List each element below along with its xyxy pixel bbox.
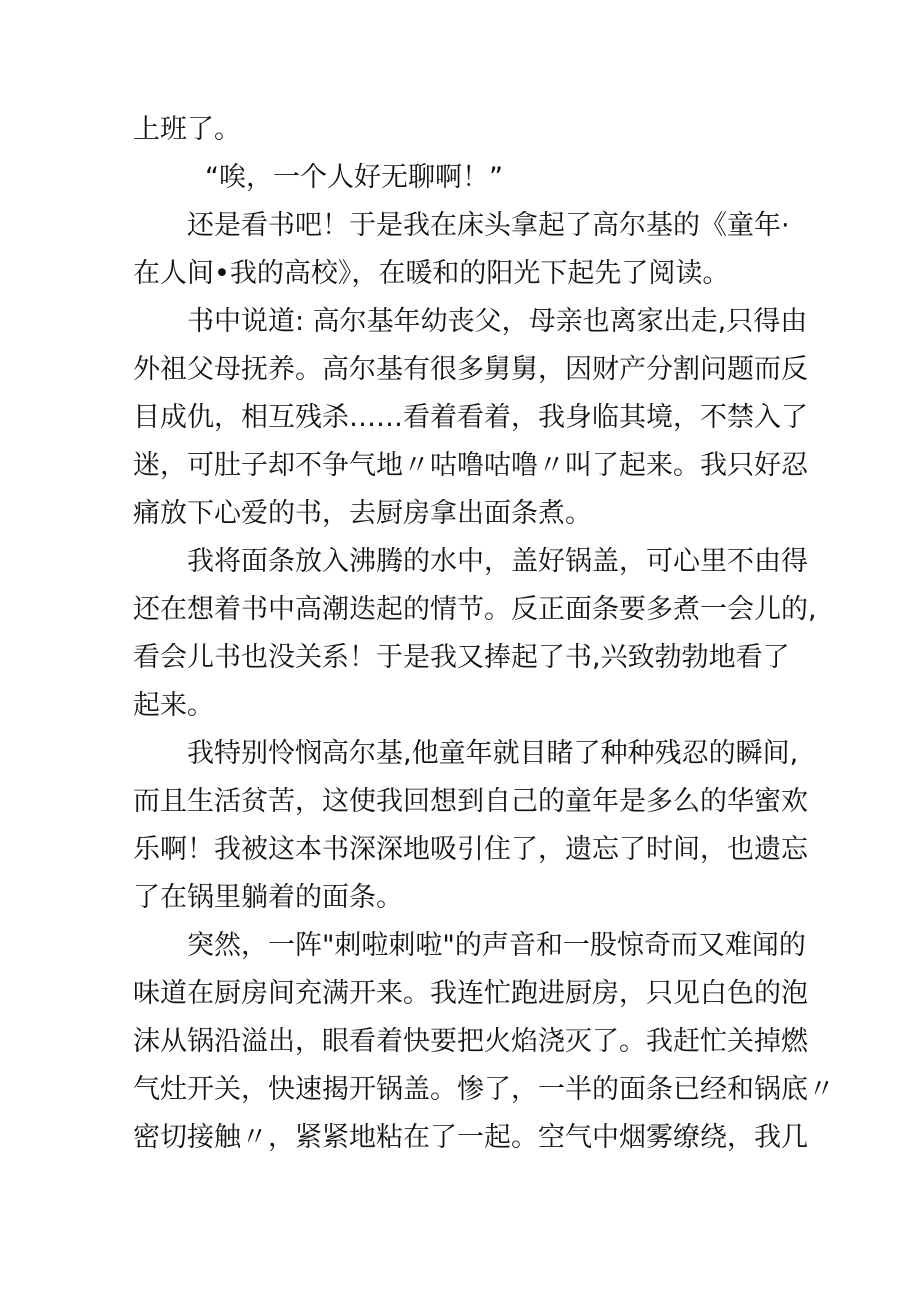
text-line: 乐啊！我被这本书深深地吸引住了，遗忘了时间，也遗忘 [133, 834, 808, 865]
text-line: 外祖父母抚养。高尔基有很多舅舅，因财产分割问题而反 [133, 354, 808, 385]
text-line: 看会儿书也没关系！于是我又捧起了书,兴致勃勃地看了 [133, 642, 790, 673]
text-line: 痛放下心爱的书，去厨房拿出面条煮。 [133, 498, 592, 529]
paragraph-start: 书中说道: 高尔基年幼丧父，母亲也离家出走,只得由 [187, 306, 808, 337]
text-line: 味道在厨房间充满开来。我连忙跑进厨房，只见白色的泡 [133, 978, 808, 1009]
paragraph-start: 我特别怜悯高尔基,他童年就目睹了种种残忍的瞬间, [187, 738, 799, 769]
paragraph-start: 还是看书吧！于是我在床头拿起了高尔基的《童年· [187, 210, 790, 241]
text-line: 目成仇，相互残杀……看着看着，我身临其境，不禁入了 [133, 402, 808, 433]
text-line: 迷，可肚子却不争气地〃咕噜咕噜〃叫了起来。我只好忍 [133, 450, 808, 481]
paragraph-start: 我将面条放入沸腾的水中，盖好锅盖，可心里不由得 [187, 546, 808, 577]
text-line: 在人间•我的高校》，在暖和的阳光下起先了阅读。 [133, 258, 730, 289]
text-line: 而且生活贫苦，这使我回想到自己的童年是多么的华蜜欢 [133, 786, 808, 817]
text-line: 了在锅里躺着的面条。 [133, 882, 403, 913]
text-line: 密切接触〃，紧紧地粘在了一起。空气中烟雾缭绕，我几 [133, 1122, 808, 1153]
dialogue-line: “唉，一个人好无聊啊！” [205, 162, 503, 193]
text-line: 上班了。 [133, 114, 241, 145]
text-line: 沫从锅沿溢出，眼看着快要把火焰浇灭了。我赶忙关掉燃 [133, 1026, 808, 1057]
paragraph-start: 突然，一阵"刺啦刺啦"的声音和一股惊奇而又难闻的 [187, 930, 806, 961]
text-line: 还在想着书中高潮迭起的情节。反正面条要多煮一会儿的, [133, 594, 817, 625]
essay-text [133, 106, 833, 1162]
text-line: 起来。 [133, 690, 214, 721]
text-line: 气灶开关，快速揭开锅盖。惨了，一半的面条已经和锅底〃 [133, 1074, 835, 1105]
